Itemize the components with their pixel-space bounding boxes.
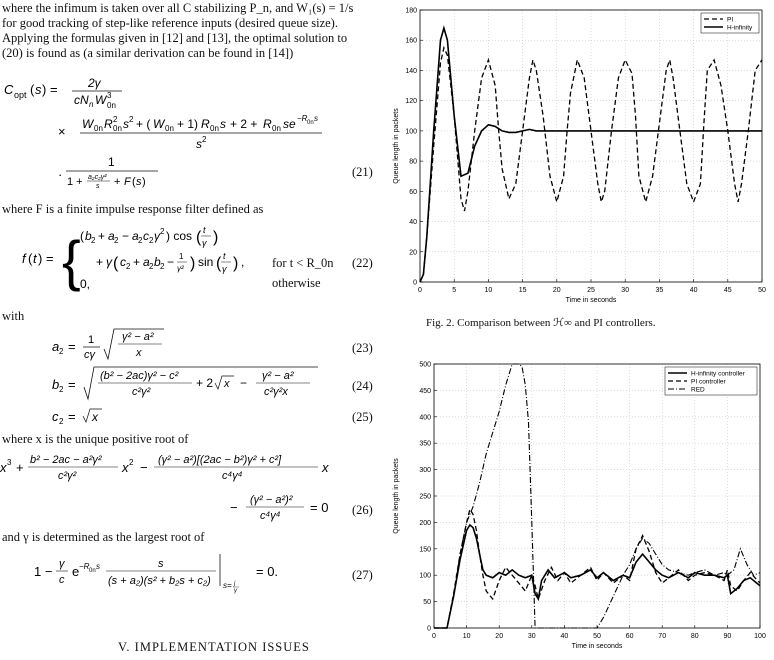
x-tick-label: 0 xyxy=(418,287,422,294)
svg-text:γ² − a²: γ² − a² xyxy=(122,331,154,343)
svg-text:γ: γ xyxy=(202,238,207,248)
svg-text:γ: γ xyxy=(222,264,227,274)
chart-fig2 xyxy=(388,0,774,302)
equation-number: (25) xyxy=(352,410,373,424)
equation-26 xyxy=(0,448,390,528)
svg-text:+: + xyxy=(96,255,104,269)
svg-text:−R: −R xyxy=(79,562,90,571)
svg-text:−: − xyxy=(167,255,175,269)
svg-text:c⁴γ⁴: c⁴γ⁴ xyxy=(260,510,281,522)
x-tick-label: 50 xyxy=(758,287,766,294)
svg-text:(b² − 2ac)γ² − c²: (b² − 2ac)γ² − c² xyxy=(100,370,179,382)
y-tick-label: 150 xyxy=(419,546,431,554)
svg-text:c²γ²: c²γ² xyxy=(132,386,151,398)
svg-text:,: , xyxy=(241,255,245,269)
svg-text:0n: 0n xyxy=(165,124,174,133)
svg-text:t: t xyxy=(223,251,226,261)
svg-text:a: a xyxy=(108,229,115,243)
y-tick-label: 160 xyxy=(405,37,417,45)
equation-number: (22) xyxy=(352,256,373,270)
svg-text:R: R xyxy=(201,117,210,131)
x-axis-label: Time in seconds xyxy=(571,643,623,650)
svg-text:c: c xyxy=(59,574,65,586)
svg-text:(: ( xyxy=(216,255,222,272)
y-tick-label: 40 xyxy=(409,219,417,227)
svg-text:x: x xyxy=(122,460,129,475)
svg-text:2γ: 2γ xyxy=(88,76,101,90)
svg-text:2: 2 xyxy=(59,385,64,394)
svg-text:2: 2 xyxy=(138,236,143,245)
legend-label: H-infinity xyxy=(727,24,753,32)
svg-text:W: W xyxy=(153,117,165,131)
x-tick-label: 90 xyxy=(723,633,732,640)
svg-text:(γ² − a²)[(2ac − b²)γ² + c²]: (γ² − a²)[(2ac − b²)γ² + c²] xyxy=(158,454,282,466)
svg-text:t: t xyxy=(203,225,206,235)
x-tick-label: 30 xyxy=(527,633,536,640)
y-tick-label: 80 xyxy=(409,158,417,166)
svg-text:γ: γ xyxy=(106,255,112,269)
x-tick-label: 10 xyxy=(484,287,493,294)
svg-text:) cos: ) cos xyxy=(166,229,193,243)
x-tick-label: 70 xyxy=(658,633,667,640)
svg-text:0,: 0, xyxy=(80,277,91,291)
svg-text:−: − xyxy=(240,376,248,390)
svg-text:n: n xyxy=(89,100,94,109)
svg-text:): ) xyxy=(142,176,146,188)
svg-text:(: ( xyxy=(113,255,119,272)
svg-text:x: x xyxy=(224,378,230,390)
svg-text:(: ( xyxy=(196,229,202,246)
svg-text:+ 2 +: + 2 + xyxy=(230,117,258,131)
svg-text:−: − xyxy=(140,460,148,475)
svg-text:x: x xyxy=(136,347,142,359)
svg-text:): ) xyxy=(190,255,196,272)
svg-text:(: ( xyxy=(28,251,33,266)
y-tick-label: 120 xyxy=(405,98,417,106)
svg-text:e: e xyxy=(72,564,80,579)
equation-number: (23) xyxy=(352,341,373,355)
equation-number: (21) xyxy=(352,165,373,179)
condition-otherwise: otherwise xyxy=(272,276,321,290)
figure-caption: Fig. 2. Comparison between ℋ∞ and PI controllers. xyxy=(426,317,656,329)
svg-text:): ) xyxy=(233,255,239,272)
svg-text:x: x xyxy=(92,410,98,424)
svg-text:s=: s= xyxy=(223,581,232,590)
x-tick-label: 40 xyxy=(560,633,569,640)
y-tick-label: 0 xyxy=(427,625,431,633)
svg-text:j: j xyxy=(234,581,236,587)
chart-fig3 xyxy=(388,352,774,660)
svg-text:s: s xyxy=(196,137,202,151)
svg-text:+: + xyxy=(114,176,121,188)
svg-text:se: se xyxy=(283,117,296,131)
svg-text:×: × xyxy=(58,124,66,139)
svg-text:2: 2 xyxy=(149,236,154,245)
x-tick-label: 40 xyxy=(689,287,698,294)
svg-text:2: 2 xyxy=(126,262,131,271)
equation-27 xyxy=(0,548,390,598)
svg-text:a: a xyxy=(143,255,150,269)
svg-text:0n: 0n xyxy=(94,124,103,133)
y-axis-label: Queue length in packets xyxy=(393,108,400,184)
svg-text:C: C xyxy=(4,82,14,97)
svg-text:γ²: γ² xyxy=(177,264,184,273)
svg-text:2: 2 xyxy=(129,115,134,124)
svg-text:1 −: 1 − xyxy=(34,564,53,579)
svg-text:3: 3 xyxy=(7,458,12,467)
svg-text:−R: −R xyxy=(297,114,308,123)
svg-text:3: 3 xyxy=(107,91,112,100)
svg-text:·: · xyxy=(58,167,63,182)
para-line: (20) is found as (a similar derivation can be found in [14]) xyxy=(2,46,294,60)
x-tick-label: 10 xyxy=(462,633,471,640)
svg-text:γ: γ xyxy=(154,229,160,243)
svg-text:1: 1 xyxy=(88,334,95,346)
svg-text:x: x xyxy=(322,460,329,475)
y-tick-label: 180 xyxy=(405,7,417,15)
legend-label: PI xyxy=(727,16,734,24)
svg-text:+ 1): + 1) xyxy=(177,117,199,131)
svg-text:R: R xyxy=(263,117,272,131)
svg-text:(: ( xyxy=(80,229,84,243)
x-tick-label: 25 xyxy=(587,287,595,294)
svg-text:b² − 2ac − a²γ²: b² − 2ac − a²γ² xyxy=(30,454,102,466)
svg-text:W: W xyxy=(95,93,107,107)
svg-text:2: 2 xyxy=(202,135,207,144)
svg-text:1: 1 xyxy=(108,155,115,169)
y-tick-label: 500 xyxy=(419,361,431,369)
x-tick-label: 80 xyxy=(690,633,699,640)
svg-text:c²γ²: c²γ² xyxy=(58,470,77,482)
y-tick-label: 140 xyxy=(405,67,417,75)
svg-text:2: 2 xyxy=(59,347,64,356)
svg-text:(: ( xyxy=(30,82,35,97)
x-tick-label: 35 xyxy=(655,287,664,294)
svg-text:(s + a₂)(s² + b₂s + c₂): (s + a₂)(s² + b₂s + c₂) xyxy=(108,575,211,587)
svg-text:−: − xyxy=(230,500,238,515)
svg-text:0n: 0n xyxy=(307,120,314,126)
y-tick-label: 350 xyxy=(419,440,431,448)
x-tick-label: 20 xyxy=(495,633,504,640)
svg-text:+ 2: + 2 xyxy=(196,376,214,390)
svg-text:W: W xyxy=(82,117,94,131)
svg-text:x: x xyxy=(0,460,7,475)
equation-number: (27) xyxy=(352,568,373,582)
x-tick-label: 5 xyxy=(452,287,457,294)
svg-text:(γ² − a²)²: (γ² − a²)² xyxy=(250,494,293,506)
svg-text:s: s xyxy=(136,176,142,188)
equations-23-25 xyxy=(0,325,390,425)
svg-text:): ) xyxy=(213,229,219,246)
svg-text:0n: 0n xyxy=(113,124,122,133)
para-line: where F is a finite impulse response filter defined as xyxy=(2,202,264,216)
svg-text:=: = xyxy=(68,377,76,392)
y-tick-label: 0 xyxy=(413,279,417,287)
svg-text:s: s xyxy=(314,114,318,123)
svg-text:t: t xyxy=(33,251,37,266)
svg-text:cγ: cγ xyxy=(84,349,95,361)
svg-text:1: 1 xyxy=(179,252,184,261)
svg-text:c²γ²x: c²γ²x xyxy=(264,386,288,398)
para-line: Applying the formulas given in [12] and [13], the optimal solution to xyxy=(2,31,348,45)
legend-label: RED xyxy=(691,386,705,394)
x-tick-label: 100 xyxy=(754,633,766,640)
svg-text:) =: ) = xyxy=(42,82,58,97)
svg-text:cN: cN xyxy=(74,93,89,107)
y-axis-label: Queue length in packets xyxy=(393,458,400,534)
svg-text:2: 2 xyxy=(160,262,165,271)
svg-text:0n: 0n xyxy=(272,124,281,133)
svg-text:s: s xyxy=(158,558,164,570)
svg-text:s: s xyxy=(123,117,129,131)
x-tick-label: 15 xyxy=(518,287,527,294)
svg-text:2: 2 xyxy=(129,458,134,467)
y-tick-label: 450 xyxy=(419,387,431,395)
y-tick-label: 400 xyxy=(419,414,431,422)
y-tick-label: 300 xyxy=(419,467,431,475)
svg-text:a: a xyxy=(132,229,139,243)
para-line: and γ is determined as the largest root of xyxy=(2,530,205,544)
svg-text:+: + xyxy=(133,255,141,269)
svg-text:2: 2 xyxy=(114,236,119,245)
y-tick-label: 50 xyxy=(423,599,431,607)
svg-text:sin: sin xyxy=(198,255,214,269)
para-line: for good tracking of step-like reference inputs (desired queue size). xyxy=(2,16,338,30)
svg-text:= 0.: = 0. xyxy=(256,564,279,579)
svg-text:F: F xyxy=(124,176,131,188)
svg-text:=: = xyxy=(68,339,76,354)
equation-number: (24) xyxy=(352,379,373,393)
svg-text:{: { xyxy=(62,229,81,292)
svg-text:b: b xyxy=(154,255,161,269)
x-tick-label: 50 xyxy=(593,633,601,640)
svg-text:=: = xyxy=(68,409,76,424)
svg-text:2: 2 xyxy=(91,236,96,245)
svg-text:2: 2 xyxy=(149,262,154,271)
svg-text:b: b xyxy=(85,229,92,243)
y-tick-label: 100 xyxy=(419,572,431,580)
svg-text:+ (: + ( xyxy=(136,117,151,131)
section-heading: V. IMPLEMENTATION ISSUES xyxy=(118,640,310,654)
svg-text:a₂c₂γ²: a₂c₂γ² xyxy=(88,174,107,181)
legend-label: H-infinity controller xyxy=(691,370,745,378)
svg-text:2: 2 xyxy=(160,227,165,236)
svg-text:γ: γ xyxy=(234,588,237,594)
x-tick-label: 60 xyxy=(625,633,634,640)
svg-text:) =: ) = xyxy=(38,251,54,266)
svg-text:opt: opt xyxy=(14,90,27,100)
x-axis-label: Time in seconds xyxy=(565,297,617,302)
svg-text:(: ( xyxy=(132,176,136,188)
svg-text:2: 2 xyxy=(113,115,118,124)
y-tick-label: 100 xyxy=(405,128,417,136)
svg-text:0n: 0n xyxy=(107,101,116,110)
svg-text:= 0: = 0 xyxy=(310,500,329,515)
para-line: with xyxy=(2,309,25,323)
svg-text:c: c xyxy=(143,229,149,243)
y-tick-label: 20 xyxy=(409,249,417,257)
equation-21 xyxy=(0,70,390,190)
svg-text:c: c xyxy=(52,409,59,424)
svg-text:b: b xyxy=(52,377,60,392)
svg-text:c⁴γ⁴: c⁴γ⁴ xyxy=(222,470,243,482)
svg-text:+: + xyxy=(16,460,24,475)
para-line: where the infimum is taken over all C stabilizing P_n, and W₁(s) = 1/s xyxy=(2,1,354,15)
x-tick-label: 30 xyxy=(621,287,630,294)
svg-text:s: s xyxy=(96,183,100,190)
svg-text:2: 2 xyxy=(59,417,64,425)
svg-text:s: s xyxy=(96,562,100,571)
svg-text:R: R xyxy=(104,117,113,131)
para-line: where x is the unique positive root of xyxy=(2,432,189,446)
svg-text:s: s xyxy=(35,82,42,97)
svg-text:γ: γ xyxy=(59,558,65,570)
x-tick-label: 20 xyxy=(552,287,561,294)
svg-text:f: f xyxy=(22,251,26,266)
y-tick-label: 250 xyxy=(419,493,431,501)
svg-text:0n: 0n xyxy=(89,568,96,574)
svg-text:0n: 0n xyxy=(210,124,219,133)
svg-text:c: c xyxy=(120,255,126,269)
svg-text:a: a xyxy=(52,339,60,354)
svg-text:1 +: 1 + xyxy=(67,176,83,188)
svg-text:γ² − a²: γ² − a² xyxy=(262,370,294,382)
x-tick-label: 45 xyxy=(723,287,732,294)
y-tick-label: 200 xyxy=(419,519,431,527)
condition-label: for t < R_0n xyxy=(272,256,334,270)
legend-label: PI controller xyxy=(691,378,726,386)
y-tick-label: 60 xyxy=(409,188,417,196)
svg-text:−: − xyxy=(122,229,130,243)
x-tick-label: 0 xyxy=(432,633,436,640)
svg-text:s: s xyxy=(220,117,226,131)
equation-number: (26) xyxy=(352,503,373,517)
svg-text:+: + xyxy=(98,229,106,243)
